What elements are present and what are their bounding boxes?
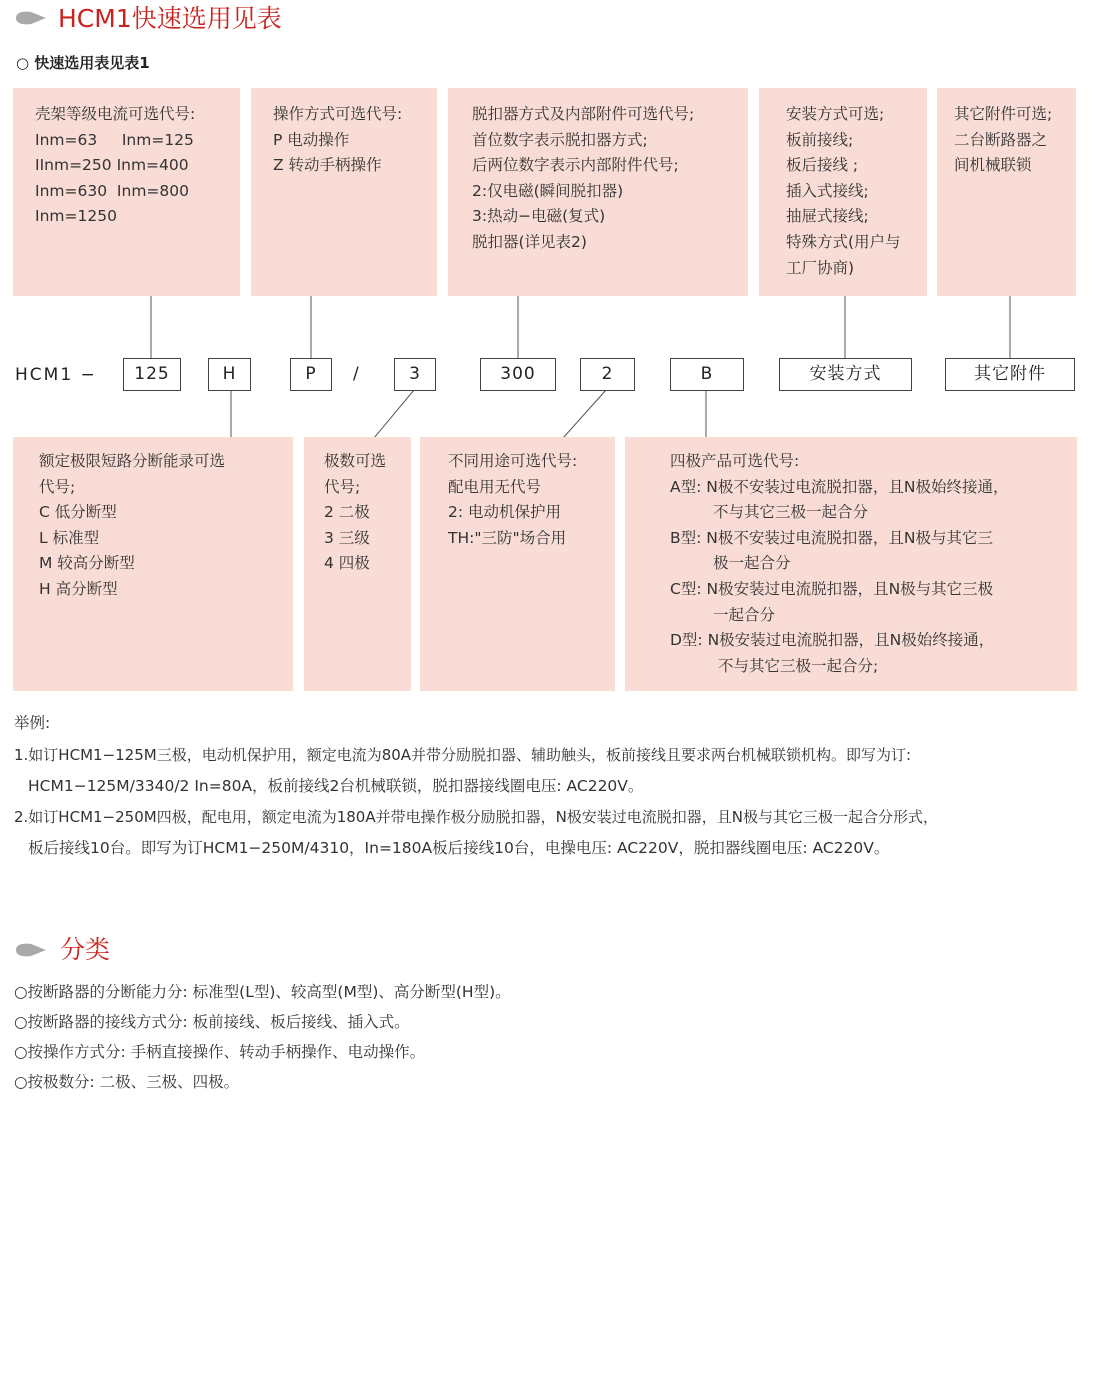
box-line: C型: N极安装过电流脱扣器，且N极与其它三极 bbox=[670, 579, 994, 598]
model-prefix: HCM1 − bbox=[15, 365, 97, 385]
box-line: 脱扣器方式及内部附件可选代号; bbox=[472, 105, 695, 123]
box-line: 其它附件可选; bbox=[954, 105, 1053, 123]
example-line: 2.如订HCM1−250M四极，配电用，额定电流为180A并带电操作极分励脱扣器，N极安装过电流脱扣器，且N极与其它三极一起合分形式， bbox=[14, 808, 939, 826]
box-line: 特殊方式(用户与 bbox=[786, 232, 901, 251]
box-line: 4 四极 bbox=[324, 554, 370, 573]
box-line: B型: N极不安装过电流脱扣器，且N极与其它三 bbox=[670, 528, 993, 547]
box-line: 额定极限短路分断能录可选 bbox=[39, 452, 226, 470]
examples-heading: 举例: bbox=[14, 714, 51, 732]
box-line: 板后接线 ; bbox=[786, 156, 859, 175]
code-breaking-capacity: H bbox=[208, 358, 251, 391]
box-line: P 电动操作 bbox=[273, 130, 350, 149]
classification-item: ○按断路器的分断能力分: 标准型(L型)、较高型(M型)、高分断型(H型)。 bbox=[14, 983, 511, 1001]
usage-box bbox=[420, 437, 615, 691]
box-line: 二台断路器之 bbox=[954, 130, 1048, 149]
code-four-pole-type: B bbox=[670, 358, 744, 391]
example-line: 1.如订HCM1−125M三极，电动机保护用，额定电流为80A并带分励脱扣器、辅助触头，板前接线且要求两台机械联锁机构。即写为订: bbox=[14, 746, 912, 764]
box-line: Inm=630 Inm=800 bbox=[35, 181, 189, 200]
box-line: A型: N极不安装过电流脱扣器，且N极始终接通， bbox=[670, 477, 1009, 496]
box-line: 极数可选 bbox=[324, 452, 387, 470]
box-line: 安装方式可选; bbox=[786, 105, 885, 123]
code-operation-mode: P bbox=[290, 358, 332, 391]
box-line: 配电用无代号 bbox=[448, 477, 542, 496]
box-line: 一起合分 bbox=[713, 605, 776, 624]
box-line: H 高分断型 bbox=[39, 579, 118, 598]
box-line: 抽屉式接线; bbox=[786, 207, 869, 226]
box-line: 代号; bbox=[324, 477, 361, 496]
classification-item: ○按极数分: 二极、三极、四极。 bbox=[14, 1073, 240, 1091]
box-line: Inm=63 Inm=125 bbox=[35, 130, 194, 149]
box-line: 3:热动−电磁(复式) bbox=[472, 207, 606, 226]
box-line: 2: 电动机保护用 bbox=[448, 503, 562, 522]
code-installation: 安装方式 bbox=[779, 358, 912, 391]
example-line: 板后接线10台。即写为订HCM1−250M/4310，In=180A板后接线10台，电操电压: AC220V，脱扣器线圈电压: AC220V。 bbox=[28, 839, 890, 857]
box-line: 操作方式可选代号: bbox=[273, 105, 403, 123]
example-line: HCM1−125M/3340/2 In=80A，板前接线2台机械联锁，脱扣器接线圈电压: AC220V。 bbox=[28, 777, 644, 795]
box-line: IInm=250 Inm=400 bbox=[35, 156, 189, 175]
code-poles: 3 bbox=[394, 358, 436, 391]
box-line: M 较高分断型 bbox=[39, 554, 135, 573]
four-pole-box bbox=[625, 437, 1077, 691]
code-separator: / bbox=[353, 364, 361, 384]
breaking-capacity-box bbox=[13, 437, 293, 691]
box-line: 极一起合分 bbox=[713, 554, 791, 573]
box-line: 3 三级 bbox=[324, 528, 370, 547]
box-line: 2 二极 bbox=[324, 503, 370, 522]
code-other-accessory: 其它附件 bbox=[945, 358, 1075, 391]
classification-item: ○按操作方式分: 手柄直接操作、转动手柄操作、电动操作。 bbox=[14, 1043, 426, 1061]
box-line: L 标准型 bbox=[39, 528, 100, 547]
box-line: D型: N极安装过电流脱扣器，且N极始终接通， bbox=[670, 631, 995, 650]
code-trip-accessory: 300 bbox=[480, 358, 556, 391]
box-line: 不与其它三极一起合分; bbox=[718, 656, 879, 675]
code-usage: 2 bbox=[580, 358, 635, 391]
section-subtitle: ○ 快速选用表见表1 bbox=[16, 54, 150, 72]
box-line: Z 转动手柄操作 bbox=[273, 156, 382, 175]
box-line: 代号; bbox=[39, 477, 76, 496]
box-line: 2:仅电磁(瞬间脱扣器) bbox=[472, 181, 624, 200]
section-bullet-icon bbox=[14, 942, 48, 958]
box-line: 不与其它三极一起合分 bbox=[713, 503, 869, 522]
box-line: 插入式接线; bbox=[786, 181, 869, 200]
box-line: 板前接线; bbox=[786, 130, 854, 149]
box-line: 间机械联锁 bbox=[954, 156, 1032, 175]
section-title: 分类 bbox=[60, 935, 111, 964]
section-title: HCM1快速选用见表 bbox=[58, 4, 282, 33]
poles-box bbox=[304, 437, 411, 691]
box-line: C 低分断型 bbox=[39, 503, 117, 522]
box-line: TH:"三防"场合用 bbox=[448, 528, 567, 547]
box-line: Inm=1250 bbox=[35, 207, 117, 226]
classification-item: ○按断路器的接线方式分: 板前接线、板后接线、插入式。 bbox=[14, 1013, 410, 1031]
box-line: 四极产品可选代号: bbox=[670, 452, 800, 470]
box-line: 脱扣器(详见表2) bbox=[472, 232, 587, 251]
code-frame-current: 125 bbox=[123, 358, 181, 391]
box-line: 后两位数字表示内部附件代号; bbox=[472, 156, 679, 175]
box-line: 首位数字表示脱扣器方式; bbox=[472, 130, 648, 149]
box-line: 壳架等级电流可选代号: bbox=[35, 105, 196, 123]
box-line: 不同用途可选代号: bbox=[448, 452, 578, 470]
box-line: 工厂协商) bbox=[786, 258, 855, 277]
